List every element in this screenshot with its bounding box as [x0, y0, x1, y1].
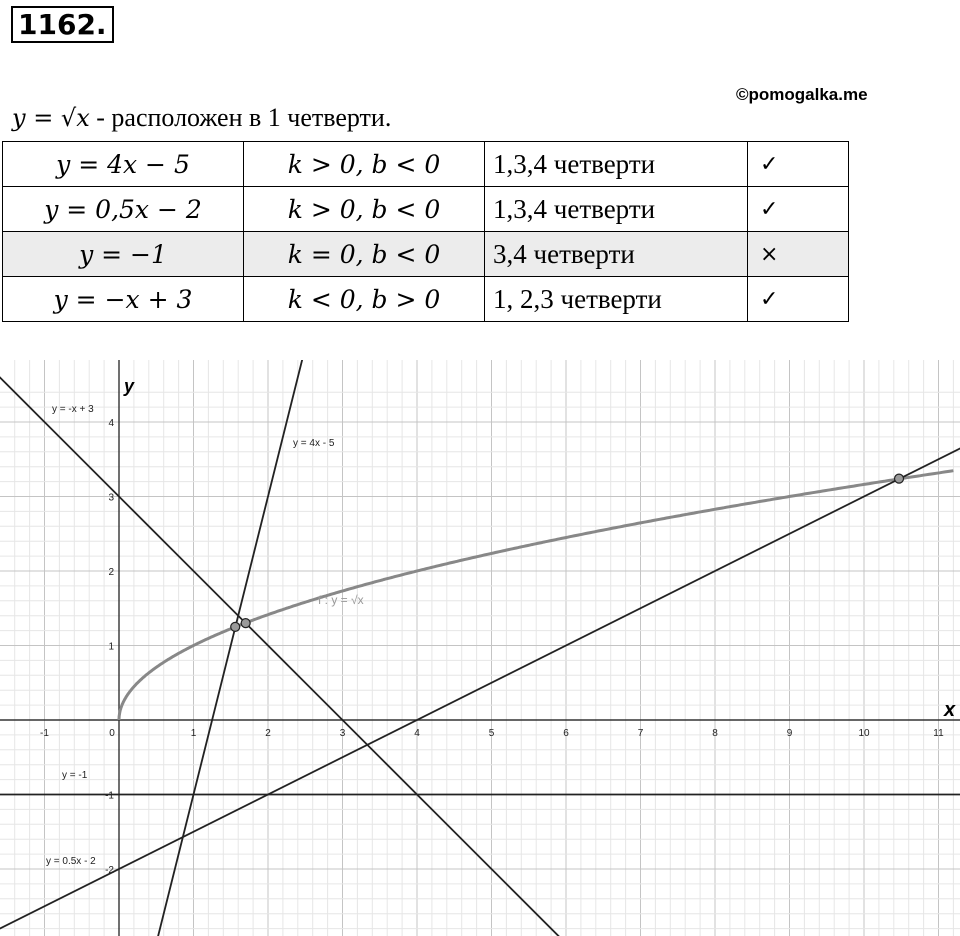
table-row — [3, 142, 849, 187]
quarters-cell: 3,4 четверти — [485, 232, 748, 277]
x-tick-label: 0 — [109, 728, 115, 739]
y-tick-label: 4 — [108, 418, 114, 429]
y-tick-label: -2 — [105, 865, 114, 876]
y-axis-label: y — [124, 376, 135, 396]
coefficients-cell: k > 0, b < 0 — [244, 142, 485, 187]
x-tick-label: 4 — [414, 728, 420, 739]
problem-number: 1162. — [11, 6, 114, 43]
coefficients-cell: k > 0, b < 0 — [244, 187, 485, 232]
axes — [0, 360, 960, 936]
quarters-cell: 1,3,4 четверти — [485, 142, 748, 187]
curve-label: f : y = √x — [318, 593, 364, 607]
x-tick-label: 1 — [190, 728, 197, 739]
curve-label: y = 0.5x - 2 — [46, 856, 96, 867]
intersection-points — [231, 474, 904, 631]
mark-cell: ✓ — [748, 277, 849, 322]
equation-cell: y = 0,5x − 2 — [3, 187, 244, 232]
y-tick-label: 2 — [108, 567, 114, 578]
curves — [0, 360, 960, 936]
y-tick-label: 1 — [108, 641, 114, 653]
mark-cell: ✓ — [748, 187, 849, 232]
summary-table — [2, 141, 849, 322]
coefficients-cell: k < 0, b > 0 — [244, 277, 485, 322]
y-tick-label: 3 — [108, 492, 114, 504]
x-tick-label: -1 — [40, 728, 49, 739]
tick-labels — [40, 418, 944, 876]
curve-label: y = -x + 3 — [52, 404, 94, 415]
x-tick-label: 8 — [712, 728, 718, 739]
intersection-point — [231, 622, 240, 631]
line-curve — [0, 360, 960, 936]
statement — [12, 102, 391, 134]
coefficients-cell: k = 0, b < 0 — [244, 232, 485, 277]
x-axis-label: x — [944, 699, 956, 721]
x-tick-label: 7 — [637, 728, 644, 739]
x-tick-label: 11 — [933, 728, 944, 739]
curve-labels — [46, 404, 364, 867]
table-row — [3, 232, 849, 277]
x-tick-label: 5 — [488, 728, 495, 739]
table-row — [3, 187, 849, 232]
intersection-point — [895, 474, 904, 483]
x-tick-label: 3 — [339, 728, 346, 739]
table-row — [3, 277, 849, 322]
statement-text: - расположен в 1 четверти. — [89, 103, 392, 132]
function-graph — [0, 360, 960, 936]
quarters-cell: 1,3,4 четверти — [485, 187, 748, 232]
curve-label: y = 4x - 5 — [293, 438, 335, 449]
mark-cell: ✓ — [748, 142, 849, 187]
grid — [0, 360, 960, 936]
intersection-point — [241, 619, 250, 628]
watermark: ©pomogalka.me — [736, 85, 868, 104]
equation-cell: y = −1 — [3, 232, 244, 277]
x-tick-label: 10 — [858, 728, 870, 739]
statement-formula: y = √x — [12, 104, 90, 132]
x-tick-label: 6 — [563, 728, 569, 739]
equation-cell: y = 4x − 5 — [3, 142, 244, 187]
y-tick-label: -1 — [105, 790, 114, 802]
quarters-cell: 1, 2,3 четверти — [485, 277, 748, 322]
curve-label: y = -1 — [62, 770, 88, 781]
mark-cell: × — [748, 232, 849, 277]
equation-cell: y = −x + 3 — [3, 277, 244, 322]
line-curve — [0, 360, 960, 936]
x-tick-label: 9 — [786, 728, 793, 739]
x-tick-label: 2 — [265, 728, 271, 739]
